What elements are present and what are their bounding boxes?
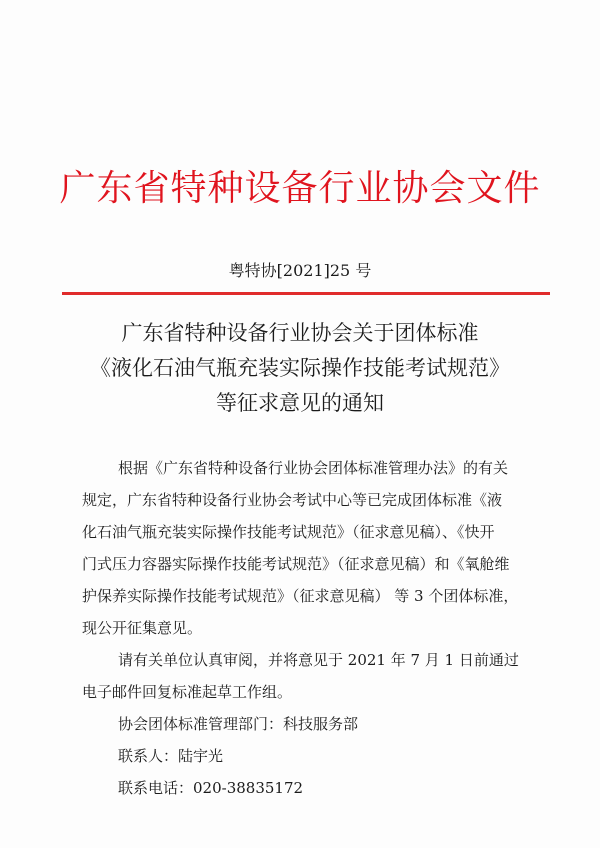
body-line: 门式压力容器实际操作技能考试规范》（征求意见稿）和《氧舱维 [82,555,510,573]
department-text: 协会团体标准管理部门：科技服务部 [118,715,359,733]
phone-line [82,772,542,804]
body-paragraph-1 [82,452,542,644]
body-line: 护保养实际操作技能考试规范》（征求意见稿） 等 3 个团体标准， [82,587,519,605]
body-line: 根据《广东省特种设备行业协会团体标准管理办法》的有关 [118,459,509,477]
document-number: 粤特协[2021]25 号 [228,261,372,280]
red-divider-line [62,292,550,295]
body-line: 请有关单位认真审阅，并将意见于 2021 年 7 月 1 日前通过 [118,651,519,669]
document-header-title: 广东省特种设备行业协会文件 [59,168,541,209]
phone-text: 联系电话：020-38835172 [118,779,304,797]
body-line: 化石油气瓶充装实际操作技能考试规范》（征求意见稿）、《快开 [82,523,495,541]
notice-title-line-1: 广东省特种设备行业协会关于团体标准 [121,321,479,345]
contact-line [82,740,542,772]
body-line: 现公开征集意见。 [82,619,203,637]
body-line: 电子邮件回复标准起草工作组。 [82,683,293,701]
notice-title-line-2: 《液化石油气瓶充装实际操作技能考试规范》 [90,356,510,380]
body-paragraph-2 [82,644,542,708]
notice-body [82,452,542,804]
notice-title-line-3: 等征求意见的通知 [216,391,384,415]
department-line [82,708,542,740]
body-line: 规定，广东省特种设备行业协会考试中心等已完成团体标准《液 [82,491,503,509]
contact-text: 联系人：陆宇光 [118,747,224,765]
notice-title [0,316,600,421]
